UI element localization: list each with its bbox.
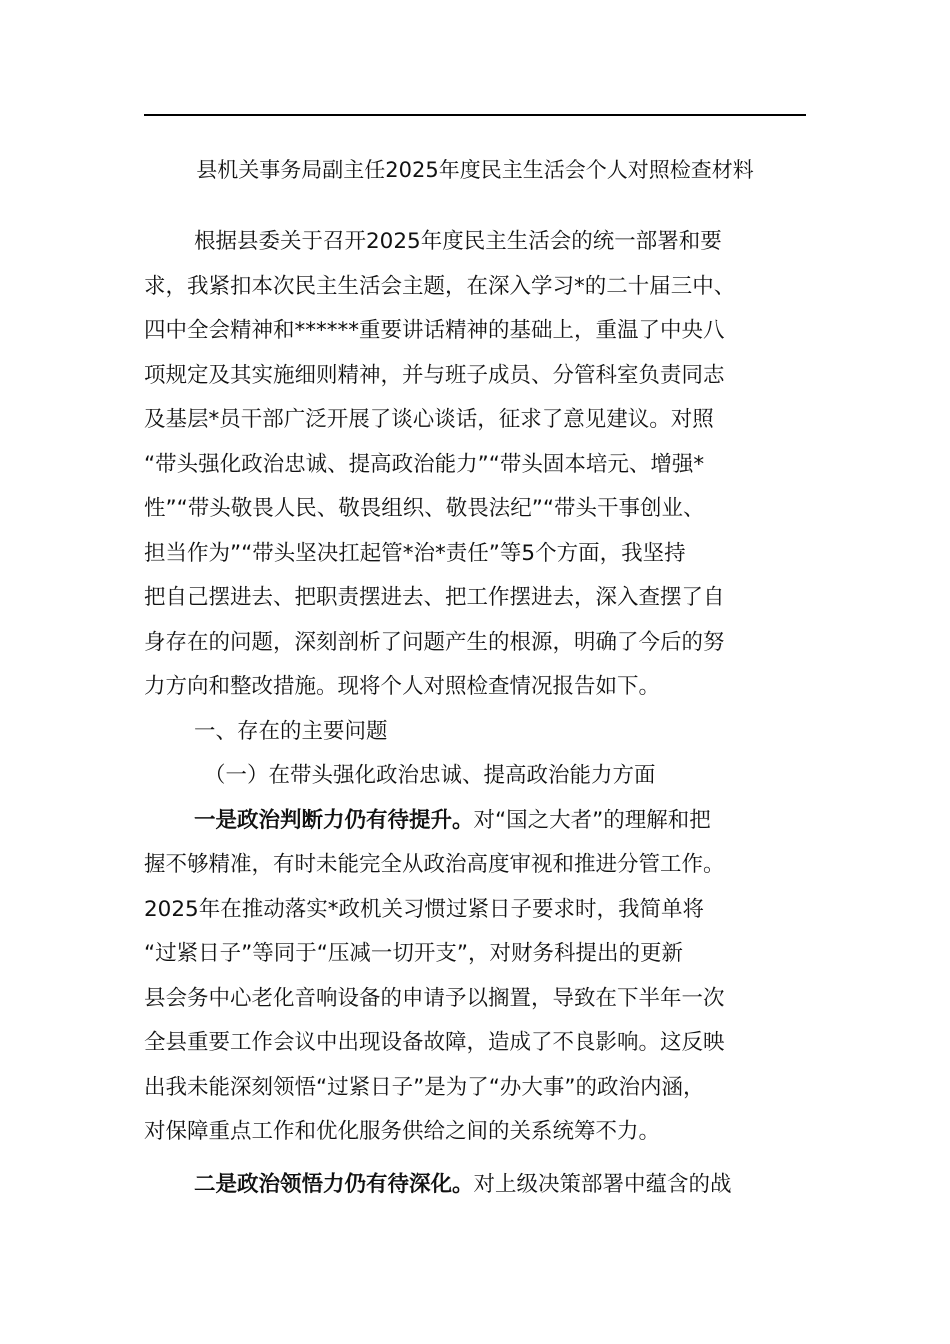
point-2-bold: 二是政治领悟力仍有待深化。 bbox=[194, 1171, 474, 1197]
intro-line: 担当作为”“带头坚决扛起管*治*责任”等5个方面，我坚持 bbox=[144, 540, 686, 566]
point-1-line: 2025年在推动落实*政机关习惯过紧日子要求时，我简单将 bbox=[144, 896, 704, 922]
intro-line: 项规定及其实施细则精神，并与班子成员、分管科室负责同志 bbox=[144, 362, 725, 388]
point-2-first-line bbox=[144, 1163, 806, 1208]
point-1-rest: 对“国之大者”的理解和把 bbox=[473, 807, 711, 833]
point-1-line: 县会务中心老化音响设备的申请予以搁置，导致在下半年一次 bbox=[144, 985, 725, 1011]
intro-line: 性”“带头敬畏人民、敬畏组织、敬畏法纪”“带头干事创业、 bbox=[144, 496, 705, 521]
document-title: 县机关事务局副主任2025年度民主生活会个人对照检查材料 bbox=[196, 158, 754, 182]
point-1-line: 全县重要工作会议中出现设备故障，造成了不良影响。这反映 bbox=[144, 1030, 725, 1055]
subsection-heading: （一）在带头强化政治忠诚、提高政治能力方面 bbox=[204, 763, 656, 788]
intro-line: 及基层*员干部广泛开展了谈心谈话，征求了意见建议。对照 bbox=[144, 407, 714, 432]
intro-line: 四中全会精神和******重要讲话精神的基础上，重温了中央八 bbox=[144, 318, 725, 343]
intro-line: 求，我紧扣本次民主生活会主题，在深入学习*的二十届三中、 bbox=[144, 273, 736, 299]
point-1-line: 出我未能深刻领悟“过紧日子”是为了“办大事”的政治内涵， bbox=[144, 1074, 705, 1100]
intro-line: 把自己摆进去、把职责摆进去、把工作摆进去，深入查摆了自 bbox=[144, 585, 725, 610]
header-rule bbox=[144, 114, 806, 116]
point-1-bold: 一是政治判断力仍有待提升。 bbox=[194, 807, 474, 833]
intro-line: 身存在的问题，深刻剖析了问题产生的根源，明确了今后的努 bbox=[144, 629, 725, 655]
point-1-line: 握不够精准，有时未能完全从政治高度审视和推进分管工作。 bbox=[144, 852, 725, 877]
intro-line: “带头强化政治忠诚、提高政治能力”“带头固本培元、增强* bbox=[144, 451, 705, 477]
intro-line: 力方向和整改措施。现将个人对照检查情况报告如下。 bbox=[144, 674, 661, 699]
point-2-rest: 对上级决策部署中蕴含的战 bbox=[473, 1171, 732, 1197]
section-heading: 一、存在的主要问题 bbox=[194, 718, 388, 744]
point-1-line: “过紧日子”等同于“压减一切开支”，对财务科提出的更新 bbox=[144, 941, 684, 966]
intro-line: 根据县委关于召开2025年度民主生活会的统一部署和要 bbox=[194, 229, 722, 254]
point-1-line: 对保障重点工作和优化服务供给之间的关系统筹不力。 bbox=[144, 1119, 661, 1144]
document-body bbox=[144, 220, 806, 1207]
point-1-first-line bbox=[144, 799, 806, 844]
